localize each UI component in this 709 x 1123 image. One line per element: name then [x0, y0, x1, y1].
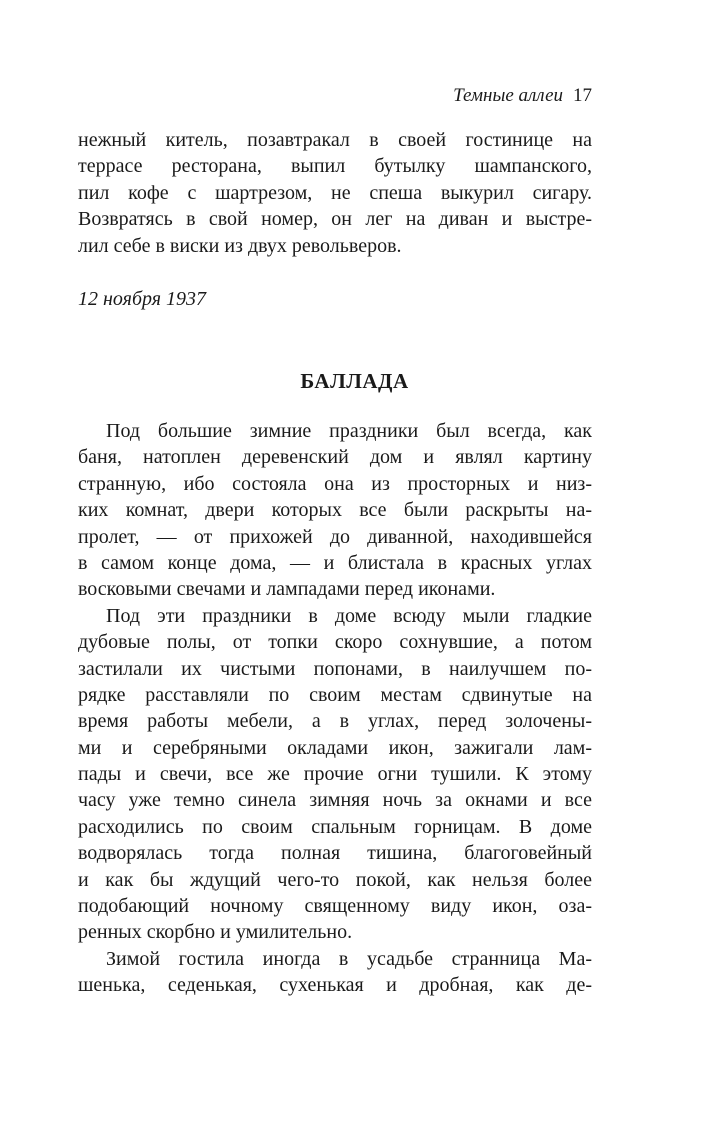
text-line: дубовые полы, от топки скоро сохнувшие, а потом: [78, 631, 592, 654]
text-line: шенька, седенькая, сухенькая и дробная, как де-: [78, 974, 592, 997]
text-line: ких комнат, двери которых все были раскрыты на-: [78, 499, 592, 522]
text-line: баня, натоплен деревенский дом и являл картину: [78, 446, 592, 469]
text-line: расходились по своим спальным горницам. В доме: [78, 815, 592, 838]
text-line: восковыми свечами и лампадами перед иконами.: [78, 578, 496, 601]
story-date: 12 ноября 1937: [78, 288, 207, 310]
text-line: пролет, — от прихожей до диванной, находившейся: [78, 525, 592, 548]
text-line: Зимой гостила иногда в усадьбе странница Ма-: [106, 947, 592, 970]
text-line: в самом конце дома, — и блистала в красных углах: [78, 551, 592, 574]
running-head-title: Темные аллеи: [453, 85, 563, 106]
text-line: время работы мебели, а в углах, перед золочены-: [78, 710, 592, 733]
page-number: 17: [573, 85, 592, 106]
text-line: застилали их чистыми попонами, в наилучшем по-: [78, 657, 592, 680]
text-line: Под большие зимние праздники был всегда, как: [106, 420, 592, 442]
text-line: нежный китель, позавтракал в своей гостинице на: [78, 129, 592, 151]
text-line: террасе ресторана, выпил бутылку шампанского,: [78, 155, 592, 178]
previous-story-ending: [78, 127, 592, 259]
text-line: пады и свечи, все же прочие огни тушили. К этому: [78, 763, 592, 786]
text-line: Возвратясь в свой номер, он лег на диван и выстре-: [78, 208, 592, 231]
text-line: и как бы ждущий чего-то покой, как нельзя более: [78, 868, 592, 891]
text-line: рядке расставляли по своим местам сдвинутые на: [78, 683, 592, 706]
text-line: Под эти праздники в доме всюду мыли гладкие: [106, 604, 592, 627]
text-line: водворялась тогда полная тишина, благоговейный: [78, 842, 592, 865]
running-head: [453, 84, 592, 108]
text-line: часу уже темно синела зимняя ночь за окнами и все: [78, 789, 592, 812]
text-line: подобающий ночному священному виду икон, оза-: [78, 895, 592, 918]
text-line: лил себе в виски из двух револьверов.: [78, 234, 402, 257]
story-title: БАЛЛАДА: [300, 369, 409, 393]
story-body: [78, 418, 592, 999]
text-line: пил кофе с шартрезом, не спеша выкурил сигару.: [78, 181, 592, 204]
text-line: странную, ибо состояла она из просторных и низ-: [78, 472, 592, 495]
text-line: ренных скорбно и умилительно.: [78, 921, 353, 944]
text-line: ми и серебряными окладами икон, зажигали лам-: [78, 736, 592, 759]
